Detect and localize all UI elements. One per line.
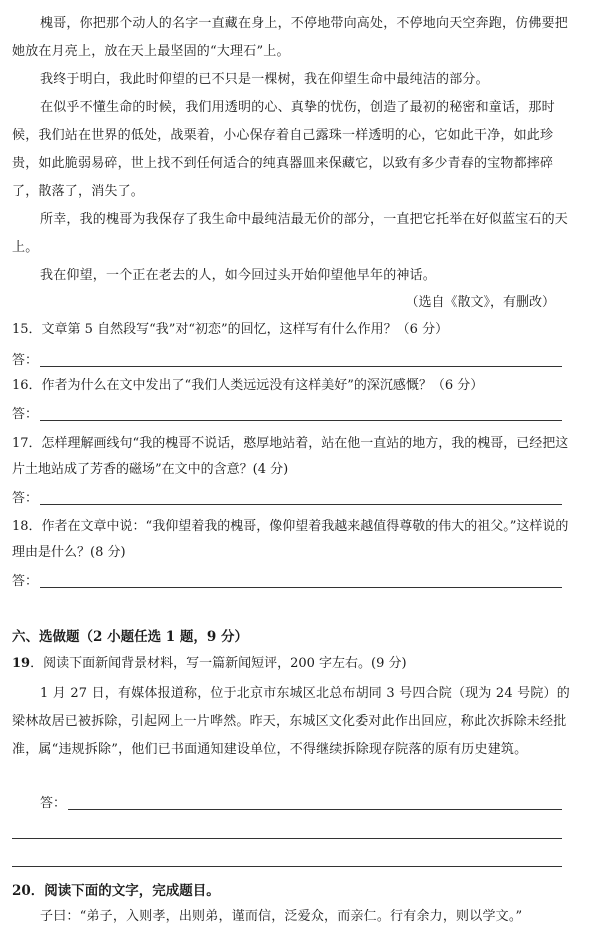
passage-paragraph-4: 所幸，我的槐哥为我保存了我生命中最纯洁最无价的部分，一直把它托举在好似蓝宝石的天上。 — [12, 212, 569, 255]
answer-label-16: 答： — [12, 407, 39, 422]
answer-line-15[interactable] — [40, 366, 562, 367]
answer-label-18: 答： — [12, 574, 39, 589]
question-15: 15．文章第 5 自然段写“我”对“初恋”的回忆，这样写有什么作用？（6 分） — [12, 322, 449, 337]
question-16: 16．作者为什么在文中发出了“我们人类远远没有这样美好”的深沉感慨？（6 分） — [12, 378, 484, 393]
answer-label-19: 答： — [40, 796, 67, 811]
question-19-text: ．阅读下面新闻背景材料，写一篇新闻短评，200 字左右。(9 分) — [30, 656, 407, 671]
question-20-title: 20．阅读下面的文字，完成题目。 — [12, 883, 220, 899]
source-note: （选自《散文》，有删改） — [405, 295, 555, 310]
question-17: 17．怎样理解画线句“我的槐哥不说话，憨厚地站着，站在他一直站的地方，我的槐哥，已经把这片土地站成了芳香的磁场”在文中的含意？(4 分) — [12, 436, 569, 477]
passage-paragraph-5: 我在仰望，一个正在老去的人，如今回过头开始仰望他早年的神话。 — [40, 268, 437, 283]
answer-line-18[interactable] — [40, 587, 562, 588]
question-20-quote: 子曰：“弟子，入则孝，出则弟，谨而信，泛爱众，而亲仁。行有余力，则以学文。” — [40, 909, 523, 924]
question-18: 18．作者在文章中说：“我仰望着我的槐哥，像仰望着我越来越值得尊敬的伟大的祖父。”这样说的理由是什么？(8 分) — [12, 519, 569, 560]
question-19-material: 1 月 27 日，有媒体报道称，位于北京市东城区北总布胡同 3 号四合院（现为 24 号院）的梁林故居已被拆除，引起网上一片哗然。昨天，东城区文化委对此作出回应，称此次拆除未经批准，属“违规拆除”，他们已书面通知建设单位，不得继续拆除现存院落的原有历史建筑。 — [12, 686, 570, 757]
section-6-title: 六、选做题（2 小题任选 1 题，9 分） — [12, 629, 248, 645]
answer-line-16[interactable] — [40, 420, 562, 421]
answer-line-17[interactable] — [40, 504, 562, 505]
answer-line-19c[interactable] — [12, 866, 562, 867]
answer-line-19a[interactable] — [68, 809, 562, 810]
question-19-number: 19 — [12, 656, 31, 671]
question-19 — [12, 651, 572, 677]
answer-label-15: 答： — [12, 353, 39, 368]
answer-line-19b[interactable] — [12, 838, 562, 839]
answer-label-17: 答： — [12, 491, 39, 506]
passage-paragraph-3: 在似乎不懂生命的时候，我们用透明的心、真挚的忧伤，创造了最初的秘密和童话，那时候，我们站在世界的低处，战栗着，小心保存着自己露珠一样透明的心，它如此干净，如此珍贵，如此脆弱易碎，世上找不到任何适合的纯真器皿来保藏它，以致有多少青春的宝物都摔碎了，散落了，消失了。 — [12, 100, 555, 199]
passage-paragraph-1: 槐哥，你把那个动人的名字一直藏在身上，不停地带向高处，不停地向天空奔跑，仿佛要把她放在月亮上，放在天上最坚固的“大理石”上。 — [12, 16, 569, 59]
passage-paragraph-2: 我终于明白，我此时仰望的已不只是一棵树，我在仰望生命中最纯洁的部分。 — [40, 72, 489, 87]
